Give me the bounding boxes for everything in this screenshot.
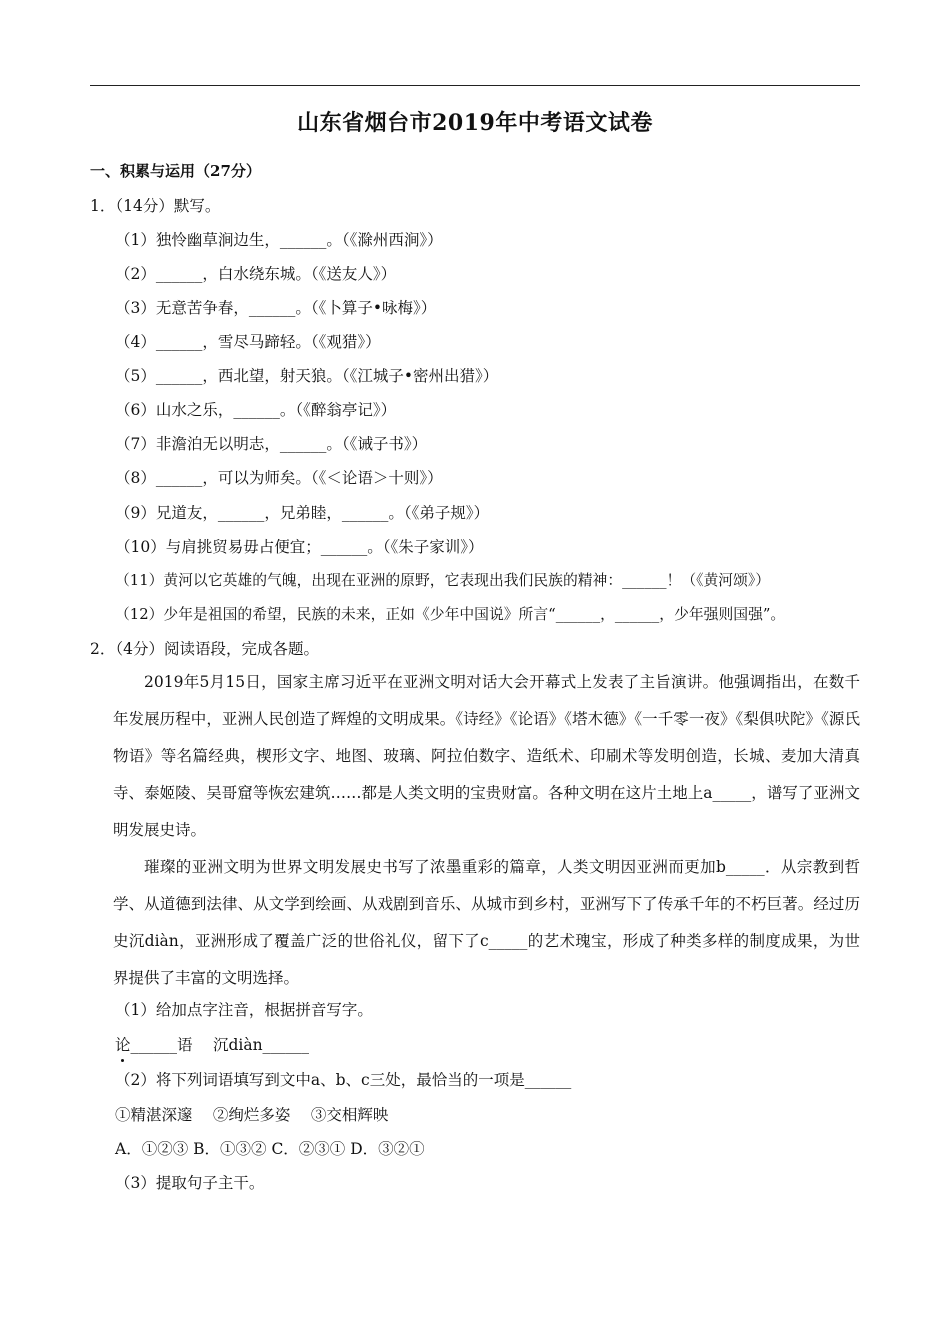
- q2-sub-3: （3）提取句子主干。: [115, 1174, 265, 1192]
- q1-item-1: （1）独怜幽草涧边生，______。（《滁州西涧》）: [115, 231, 443, 249]
- header-rule: [90, 85, 860, 86]
- q1-item-5: （5）______，西北望，射天狼。（《江城子•密州出猎》）: [115, 367, 499, 385]
- q1-item-9: （9）兄道友，______，兄弟睦，______。（《弟子规》）: [115, 504, 490, 522]
- q2-sub-2-options: ①精湛深邃 ②绚烂多姿 ③交相辉映: [115, 1106, 389, 1124]
- question-2-header: 2．（4分）阅读语段，完成各题。: [90, 640, 319, 658]
- q1-item-12: （12）少年是祖国的希望，民族的未来，正如《少年中国说》所言“______，______，少年强则国强”。: [115, 606, 786, 623]
- question-1-header: 1．（14分）默写。: [90, 197, 221, 215]
- q1-item-7: （7）非澹泊无以明志，______。（《诫子书》）: [115, 435, 428, 453]
- page-title: 山东省烟台市2019年中考语文试卷: [297, 110, 653, 136]
- q2-sub-2-choices: A．①②③ B．①③② C．②③① D．③②①: [115, 1140, 425, 1158]
- section-heading: 一、积累与运用（27分）: [90, 162, 261, 180]
- q2-sub-1-blanks-text: ______语 沉diàn______: [130, 1036, 310, 1054]
- q1-item-3: （3）无意苦争春，______。（《卜算子•咏梅》）: [115, 299, 437, 317]
- q1-item-11: （11）黄河以它英雄的气魄，出现在亚洲的原野，它表现出我们民族的精神：______！（《黄河颂》）: [115, 572, 771, 589]
- q1-item-4: （4）______，雪尽马蹄轻。（《观猎》）: [115, 333, 381, 351]
- q1-item-8: （8）______，可以为师矣。（《＜论语＞十则》）: [115, 469, 443, 487]
- q2-sub-1: （1）给加点字注音，根据拼音写字。: [115, 1001, 373, 1019]
- q2-sub-1-blanks: [115, 1035, 309, 1055]
- q1-item-6: （6）山水之乐，______。（《醉翁亭记》）: [115, 401, 397, 419]
- q1-item-2: （2）______，白水绕东城。（《送友人》）: [115, 265, 397, 283]
- q1-item-10: （10）与肩挑贸易毋占便宜；______。（《朱子家训》）: [115, 538, 484, 556]
- q2-sub-2: （2）将下列词语填写到文中a、b、c三处，最恰当的一项是______: [115, 1071, 572, 1089]
- reading-paragraph-1: 2019年5月15日，国家主席习近平在亚洲文明对话大会开幕式上发表了主旨演讲。他强调指出，在数千年发展历程中，亚洲人民创造了辉煌的文明成果。《诗经》《论语》《塔木德》《一千零一夜》《梨俱吠陀》《源氏物语》等名篇经典，楔形文字、地图、玻璃、阿拉伯数字、造纸术、印刷术等发明创造，长城、麦加大清真寺、泰姬陵、吴哥窟等恢宏建筑……都是人类文明的宝贵财富。各种文明在这片土地上a_____，谱写了亚洲文明发展史诗。: [113, 673, 860, 839]
- reading-paragraph-2: 璀璨的亚洲文明为世界文明发展史书写了浓墨重彩的篇章，人类文明因亚洲而更加b_____．从宗教到哲学、从道德到法律、从文学到绘画、从戏剧到音乐、从城市到乡村，亚洲写下了传承千年的不朽巨著。经过历史沉diàn，亚洲形成了覆盖广泛的世俗礼仪，留下了c_____的艺术瑰宝，形成了种类多样的制度成果，为世界提供了丰富的文明选择。: [113, 858, 860, 987]
- dotted-character: 论: [115, 1036, 131, 1054]
